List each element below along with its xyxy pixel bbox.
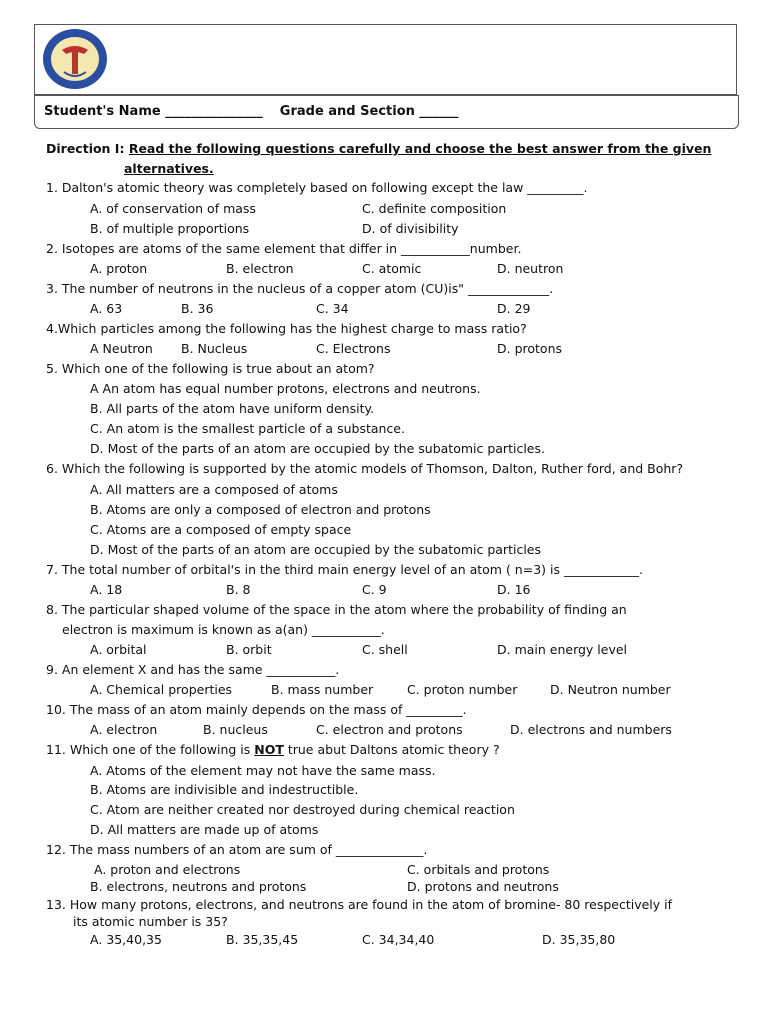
question-line: D. Most of the parts of an atom are occupied by the subatomic particles — [90, 542, 541, 557]
question-line: 9. An element X and has the same ___________. — [46, 662, 340, 677]
question-line: D. protons and neutrons — [407, 879, 559, 894]
question-line: D. 16 — [497, 582, 531, 597]
question-line: A. proton — [90, 261, 148, 276]
question-line: A. 63 — [90, 301, 123, 316]
question-line: B. electron — [226, 261, 294, 276]
question-line: C. An atom is the smallest particle of a substance. — [90, 421, 405, 436]
question-line: B. Atoms are indivisible and indestructible. — [90, 782, 359, 797]
question-line: A. electron — [90, 722, 158, 737]
question-line: B. of multiple proportions — [90, 221, 250, 236]
question-line: C. shell — [362, 642, 408, 657]
question-line: its atomic number is 35? — [73, 914, 228, 929]
question-line: D. of divisibility — [362, 221, 459, 236]
question-line: D. neutron — [497, 261, 564, 276]
question-line: 10. The mass of an atom mainly depends on the mass of _________. — [46, 702, 467, 717]
question-line: C. Electrons — [316, 341, 391, 356]
question-line: A Neutron — [90, 341, 153, 356]
question-line: A An atom has equal number protons, electrons and neutrons. — [90, 381, 481, 396]
question-line: A. All matters are a composed of atoms — [90, 482, 338, 497]
header-box — [34, 24, 737, 95]
question-line: 6. Which the following is supported by the atomic models of Thomson, Dalton, Ruther ford, and Bohr? — [46, 461, 684, 476]
direction-line-1 — [46, 141, 711, 156]
question-line: 1. Dalton's atomic theory was completely based on following except the law _________. — [46, 180, 588, 195]
question-line: C. electron and protons — [316, 722, 463, 737]
question-line: D. main energy level — [497, 642, 628, 657]
question-line: B. Nucleus — [181, 341, 248, 356]
question-line: B. All parts of the atom have uniform density. — [90, 401, 375, 416]
question-line: A. of conservation of mass — [90, 201, 256, 216]
question-line: B. electrons, neutrons and protons — [90, 879, 307, 894]
question-line: A. orbital — [90, 642, 147, 657]
student-name-label: Student's Name _______________ — [44, 104, 263, 119]
question-line: A. proton and electrons — [94, 862, 241, 877]
question-line: C. 34 — [316, 301, 349, 316]
question-line: 3. The number of neutrons in the nucleus of a copper atom (CU)is" _____________. — [46, 281, 554, 296]
question-line: C. definite composition — [362, 201, 507, 216]
question-line: B. nucleus — [203, 722, 268, 737]
question-line: A. Atoms of the element may not have the same mass. — [90, 763, 436, 778]
question-line: D. Most of the parts of an atom are occupied by the subatomic particles. — [90, 441, 545, 456]
direction-line-2: alternatives. — [124, 161, 214, 176]
question-line: C. 34,34,40 — [362, 932, 435, 947]
question-line: 8. The particular shaped volume of the space in the atom where the probability of finding an — [46, 602, 627, 617]
question-line: 4.Which particles among the following has the highest charge to mass ratio? — [46, 321, 527, 336]
student-name-grade-line — [44, 104, 458, 119]
question-line: C. atomic — [362, 261, 422, 276]
question-line: A. 18 — [90, 582, 123, 597]
question-line: D. electrons and numbers — [510, 722, 672, 737]
grade-section-label: Grade and Section ______ — [279, 104, 459, 119]
q11-before: 11. Which one of the following is — [46, 742, 255, 757]
question-line: C. Atom are neither created nor destroyed during chemical reaction — [90, 802, 515, 817]
question-line: D. 29 — [497, 301, 531, 316]
direction-text: Read the following questions carefully and choose the best answer from the given — [128, 141, 712, 156]
question-line: B. 35,35,45 — [226, 932, 299, 947]
question-line: C. Atoms are a composed of empty space — [90, 522, 352, 537]
question-line: B. 36 — [181, 301, 214, 316]
question-line: D. 35,35,80 — [542, 932, 616, 947]
question-line: C. 9 — [362, 582, 387, 597]
question-line: D. All matters are made up of atoms — [90, 822, 319, 837]
question-line: A. 35,40,35 — [90, 932, 162, 947]
question-line: C. orbitals and protons — [407, 862, 550, 877]
q11-not: NOT — [254, 742, 284, 757]
question-line: B. mass number — [271, 682, 374, 697]
question-line: B. Atoms are only a composed of electron and protons — [90, 502, 431, 517]
question-11 — [46, 742, 500, 757]
question-line: A. Chemical properties — [90, 682, 233, 697]
direction-label: Direction I: — [46, 141, 125, 156]
question-line: 12. The mass numbers of an atom are sum of ______________. — [46, 842, 428, 857]
question-line: 5. Which one of the following is true about an atom? — [46, 361, 375, 376]
question-line: D. Neutron number — [550, 682, 671, 697]
question-line: D. protons — [497, 341, 563, 356]
school-logo-icon — [42, 28, 108, 90]
question-line: electron is maximum is known as a(an) ___________. — [62, 622, 385, 637]
question-line: C. proton number — [407, 682, 518, 697]
question-line: B. orbit — [226, 642, 272, 657]
question-line: 2. Isotopes are atoms of the same element that differ in ___________number. — [46, 241, 522, 256]
question-line: 13. How many protons, electrons, and neutrons are found in the atom of bromine- 80 respectively if — [46, 897, 673, 912]
question-line: 7. The total number of orbital's in the third main energy level of an atom ( n=3) is ____________. — [46, 562, 643, 577]
question-line: B. 8 — [226, 582, 251, 597]
q11-after: true abut Daltons atomic theory ? — [283, 742, 500, 757]
